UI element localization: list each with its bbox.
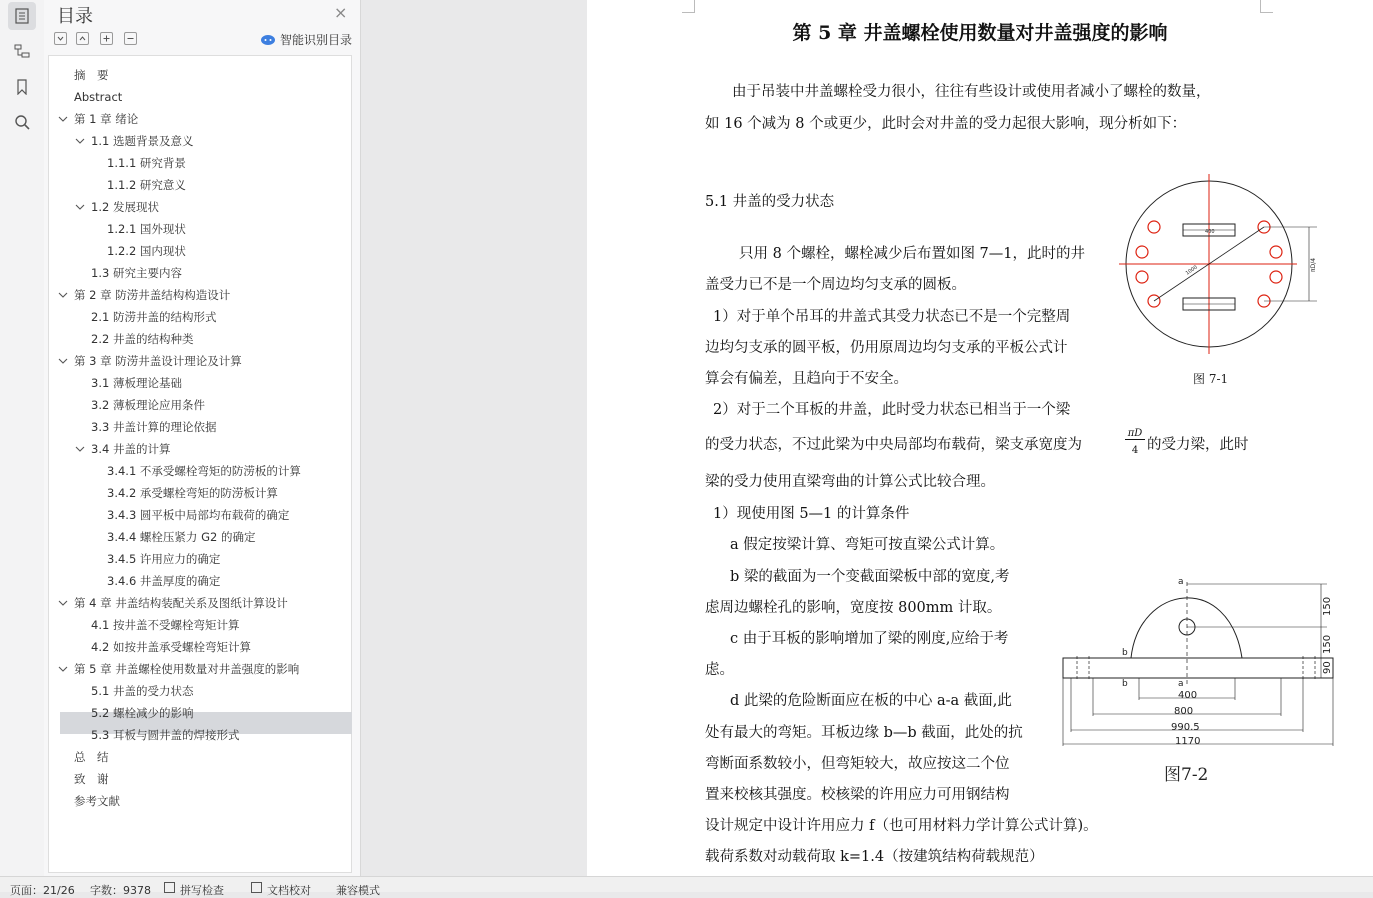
section-heading: 5.1 井盖的受力状态 [705, 194, 835, 210]
toc-item[interactable]: 致 谢 [74, 772, 109, 786]
chevron-down-icon[interactable] [58, 658, 68, 680]
search-icon [14, 114, 30, 130]
chevron-up-icon [77, 33, 88, 44]
toc-item[interactable]: 第 4 章 井盖结构装配关系及图纸计算设计 [74, 596, 288, 610]
paragraph-line: 虑。 [705, 662, 734, 678]
smart-toc-label: 智能识别目录 [280, 33, 353, 47]
chevron-down-icon[interactable] [75, 438, 85, 460]
tree-structure-icon [14, 43, 30, 59]
search-button[interactable] [8, 108, 36, 136]
add-heading-button[interactable] [100, 32, 113, 45]
figure-7-1 [1117, 172, 1327, 362]
toc-item[interactable]: 1.2.1 国外现状 [107, 222, 186, 236]
toc-panel-button[interactable] [8, 2, 36, 30]
smart-toc-button[interactable] [260, 31, 352, 48]
paragraph-line: 如 16 个减为 8 个或更少，此时会对井盖的受力起很大影响，现分析如下： [705, 116, 1187, 132]
paragraph-line: 1）现使用图 5—1 的计算条件 [713, 506, 910, 522]
fig2-dim-400: 400 [1178, 690, 1198, 701]
toc-panel [44, 0, 361, 876]
paragraph-line: 算会有偏差，且趋向于不安全。 [705, 371, 908, 387]
toc-item[interactable]: 3.4.2 承受螺栓弯矩的防涝板计算 [107, 486, 278, 500]
toc-item[interactable]: 2.2 井盖的结构种类 [91, 332, 194, 346]
paragraph-line: b 梁的截面为一个变截面梁板中部的宽度,考 [730, 569, 1010, 585]
remove-heading-button[interactable] [124, 32, 137, 45]
proofread-icon[interactable] [251, 882, 262, 893]
paragraph-line: 边均匀支承的圆平板，仍用原周边均匀支承的平板公式计 [705, 340, 1068, 356]
figure-7-2 [1059, 574, 1349, 754]
toc-item[interactable]: 4.1 按井盖不受螺栓弯矩计算 [91, 618, 240, 632]
fig1-diagonal-label: 1000 [1184, 264, 1199, 277]
toc-item[interactable]: 3.4.1 不承受螺栓弯矩的防涝板的计算 [107, 464, 301, 478]
toc-item[interactable]: 1.1.2 研究意义 [107, 178, 186, 192]
paragraph-line: 由于吊装中井盖螺栓受力很小，往往有些设计或使用者减小了螺栓的数量， [732, 84, 1211, 100]
paragraph-line: d 此梁的危险断面应在板的中心 a-a 截面,此 [730, 693, 1012, 709]
figure-7-2-caption: 图7-2 [1164, 765, 1209, 785]
navigation-button[interactable] [8, 37, 36, 65]
toc-item[interactable]: 1.2 发展现状 [91, 200, 159, 214]
toc-item[interactable]: 3.4.3 圆平板中局部均布载荷的确定 [107, 508, 290, 522]
word-count[interactable]: 字数：9378 [90, 884, 151, 897]
toc-list [48, 55, 352, 873]
toc-item[interactable]: 2.1 防涝井盖的结构形式 [91, 310, 217, 324]
proofread-label[interactable]: 文档校对 [267, 884, 311, 897]
chevron-down-icon[interactable] [58, 284, 68, 306]
document-page [587, 0, 1373, 876]
toc-item[interactable]: 1.3 研究主要内容 [91, 266, 182, 280]
chevron-down-icon [55, 33, 66, 44]
paragraph-line: 梁的受力使用直梁弯曲的计算公式比较合理。 [705, 474, 995, 490]
paragraph-line: 的受力状态，不过此梁为中央局部均布载荷，梁支承宽度为 [705, 437, 1082, 453]
toc-item[interactable]: 第 3 章 防涝井盖设计理论及计算 [74, 354, 242, 368]
paragraph-line: 虑周边螺栓孔的影响，宽度按 800mm 计取。 [705, 600, 1002, 616]
page-indicator[interactable]: 页面：21/26 [10, 884, 75, 897]
chevron-down-icon[interactable] [75, 196, 85, 218]
fig1-side-label: πD/4 [1310, 257, 1317, 272]
fig2-dim-1170: 1170 [1175, 736, 1201, 747]
toc-item[interactable]: 参考文献 [74, 794, 120, 808]
toc-item[interactable]: 总 结 [74, 750, 109, 764]
chevron-down-icon[interactable] [58, 350, 68, 372]
panel-title: 目录 [57, 6, 93, 27]
chevron-down-icon[interactable] [75, 130, 85, 152]
toc-item[interactable]: 第 1 章 绪论 [74, 112, 139, 126]
status-bar [0, 876, 1373, 897]
paragraph-line: 设计规定中设计许用应力 f（也可用材料力学计算公式计算)。 [705, 818, 1098, 834]
crop-mark [1260, 0, 1273, 13]
bookmark-icon [14, 79, 30, 95]
fig2-dim-990: 990.5 [1171, 722, 1200, 733]
paragraph-line: 盖受力已不是一个周边均匀支承的圆板。 [705, 277, 966, 293]
fraction-numerator: πD [1125, 428, 1145, 440]
chevron-down-icon[interactable] [58, 592, 68, 614]
toc-item[interactable]: 1.1 选题背景及意义 [91, 134, 194, 148]
paragraph-line: 1）对于单个吊耳的井盖式其受力状态已不是一个完整周 [713, 309, 1071, 325]
document-list-icon [14, 8, 30, 24]
paragraph-line: 处有最大的弯矩。耳板边缘 b—b 截面，此处的抗 [705, 725, 1023, 741]
toc-item[interactable]: 摘 要 [74, 68, 109, 82]
side-rail [0, 0, 45, 876]
collapse-all-button[interactable] [54, 32, 67, 45]
fraction-denominator: 4 [1131, 445, 1139, 456]
plus-icon [101, 33, 112, 44]
spell-check-label[interactable]: 拼写检查 [180, 884, 224, 897]
toc-item[interactable]: 第 2 章 防涝井盖结构构造设计 [74, 288, 231, 302]
paragraph-line: 2）对于二个耳板的井盖，此时受力状态已相当于一个梁 [713, 402, 1071, 418]
chapter-title: 第 5 章 井盖螺栓使用数量对井盖强度的影响 [792, 22, 1168, 44]
fig2-height-2: 150 [1322, 634, 1333, 654]
fig2-label-b-bottom: b [1122, 679, 1128, 689]
compat-mode-label: 兼容模式 [336, 884, 380, 897]
fig2-height-1: 150 [1322, 596, 1333, 616]
toc-item[interactable]: 1.1.1 研究背景 [107, 156, 186, 170]
toc-item[interactable]: 第 5 章 井盖螺栓使用数量对井盖强度的影响 [74, 662, 300, 676]
fig2-label-b-left: b [1122, 648, 1128, 658]
paragraph-line: a 假定按梁计算、弯矩可按直梁公式计算。 [730, 537, 1005, 553]
figure-7-1-caption: 图 7-1 [1193, 372, 1229, 386]
paragraph-line: 置来校核其强度。校核梁的许用应力可用钢结构 [705, 787, 1010, 803]
spell-check-icon[interactable] [164, 882, 175, 893]
toc-item[interactable]: 5.2 螺栓减少的影响 [91, 706, 194, 720]
cloud-ai-icon [260, 34, 276, 46]
toc-item[interactable]: 5.1 井盖的受力状态 [91, 684, 194, 698]
crop-mark [682, 0, 695, 13]
toc-item[interactable]: 3.1 薄板理论基础 [91, 376, 182, 390]
toc-item[interactable]: 3.4.6 井盖厚度的确定 [107, 574, 221, 588]
chevron-down-icon[interactable] [58, 108, 68, 130]
paragraph-line: 只用 8 个螺栓，螺栓减少后布置如图 7—1，此时的井 [739, 246, 1086, 262]
toc-item[interactable]: 3.4 井盖的计算 [91, 442, 171, 456]
fig2-label-a-top: a [1178, 577, 1184, 587]
expand-up-button[interactable] [76, 32, 89, 45]
fig2-height-3: 90 [1322, 661, 1333, 674]
toc-item[interactable]: 3.2 薄板理论应用条件 [91, 398, 205, 412]
fig1-slot-label: 400 [1205, 229, 1215, 235]
fig2-label-a-bottom: a [1178, 679, 1184, 689]
paragraph-line: 的受力梁，此时 [1147, 437, 1249, 453]
paragraph-line: 载荷系数对动载荷取 k=1.4（按建筑结构荷载规范） [705, 849, 1044, 865]
toc-item[interactable]: 3.3 井盖计算的理论依据 [91, 420, 217, 434]
minus-icon [125, 33, 136, 44]
close-icon[interactable]: × [334, 3, 348, 22]
paragraph-line: 弯断面系数较小，但弯矩较大，故应按这二个位 [705, 756, 1010, 772]
paragraph-line: c 由于耳板的影响增加了梁的刚度,应给于考 [730, 631, 1009, 647]
bookmark-button[interactable] [8, 73, 36, 101]
fig2-dim-800: 800 [1174, 706, 1194, 717]
toc-item[interactable]: 5.3 耳板与圆井盖的焊接形式 [91, 728, 240, 742]
toc-item[interactable]: 3.4.4 螺栓压紧力 G2 的确定 [107, 530, 256, 544]
toc-item[interactable]: 3.4.5 许用应力的确定 [107, 552, 221, 566]
toc-item[interactable]: Abstract [74, 90, 123, 104]
toc-item[interactable]: 4.2 如按井盖承受螺栓弯矩计算 [91, 640, 251, 654]
toc-item[interactable]: 1.2.2 国内现状 [107, 244, 186, 258]
